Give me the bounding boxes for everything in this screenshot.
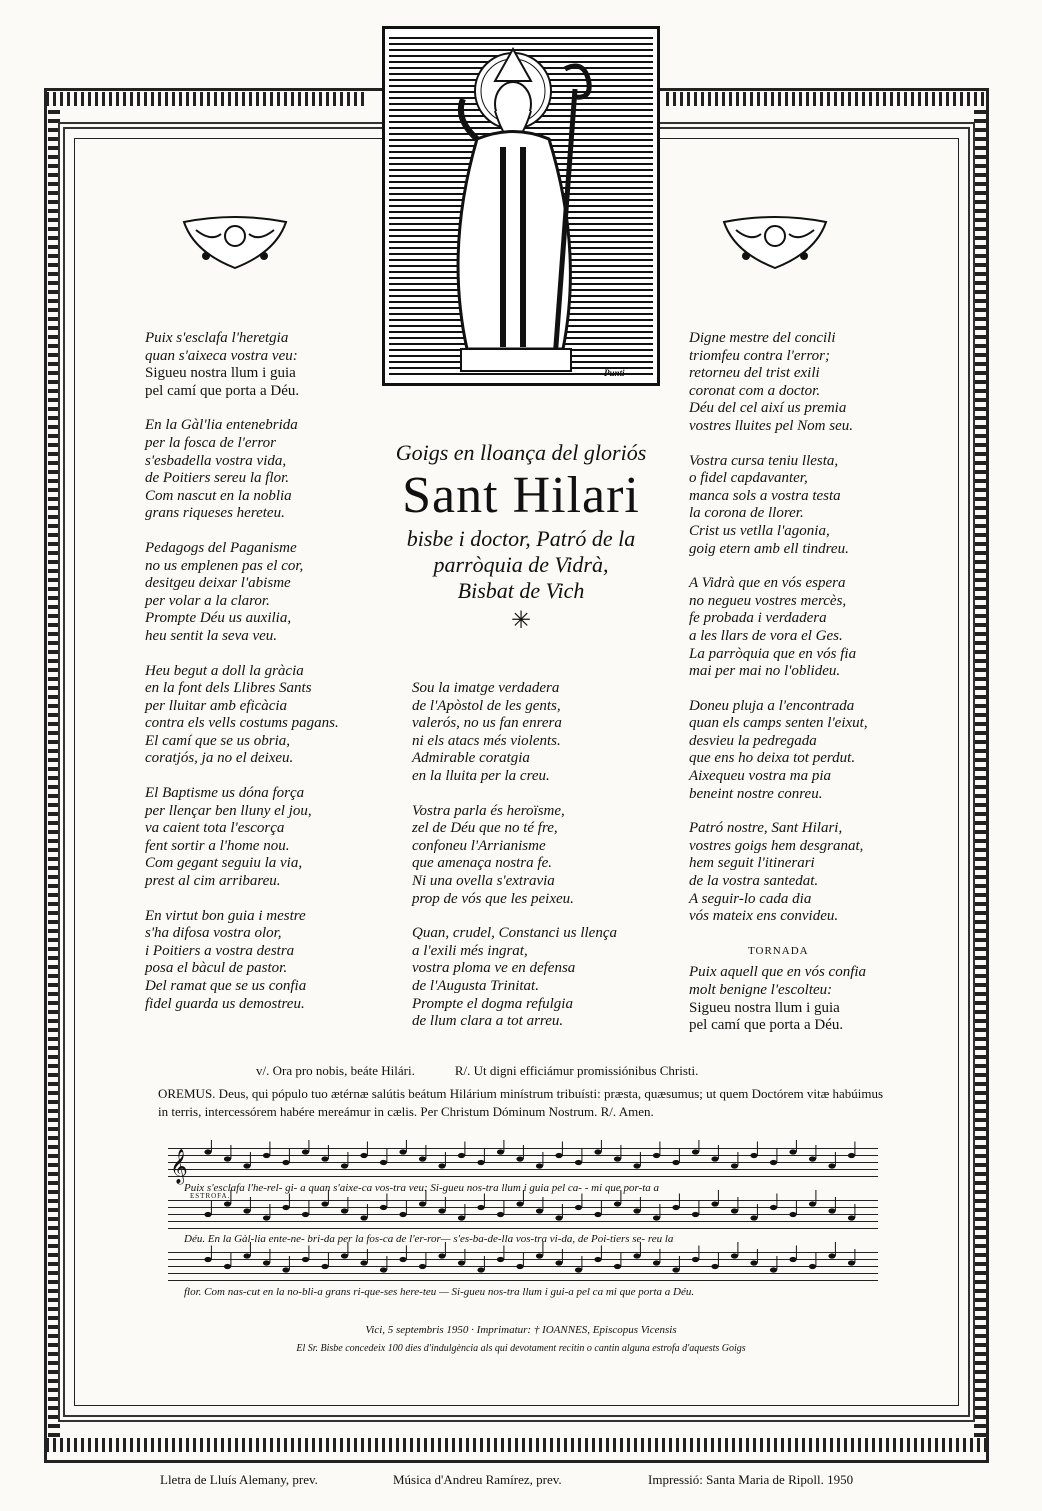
verse-line: en la font dels Llibres Sants [145, 680, 312, 697]
verse-line: Admirable coratgia [412, 750, 530, 767]
stanza [145, 417, 339, 523]
verse-line: Puix aquell que en vós confia [689, 964, 867, 981]
title-block [380, 440, 662, 635]
verse-line: Prompte Déu us auxilia, [145, 610, 292, 627]
note-head [750, 1215, 757, 1220]
verse-line: Pedagogs del Paganisme [145, 539, 297, 556]
note-head [711, 1156, 718, 1161]
imprimatur-text: Vici, 5 septembris 1950 · Imprimatur: † IOANNES, Episcopus Vicensis [365, 1324, 677, 1336]
note-head [360, 1153, 367, 1158]
verse-line: Sigueu nostra llum i guia [689, 999, 840, 1016]
note-head [575, 1160, 582, 1165]
stanza [412, 925, 617, 1031]
verse-line: pel camí que porta a Déu. [689, 1017, 844, 1034]
verse-line: retorneu del trist exili [689, 365, 820, 382]
note-head [438, 1208, 445, 1213]
note-head [555, 1260, 562, 1265]
note-head [750, 1153, 757, 1158]
decorative-band-top-left [46, 92, 364, 106]
verse-line: Vostra cursa teniu llesta, [689, 452, 839, 469]
verse-line: la corona de llorer. [689, 505, 804, 522]
note-head [224, 1156, 231, 1161]
note-head [438, 1163, 445, 1168]
note-head [516, 1201, 523, 1206]
note-head [536, 1163, 543, 1168]
verse-line: coronat com a doctor. [689, 382, 821, 399]
verse-line: Digne mestre del concili [689, 330, 836, 346]
versicle-r: R/. Ut digni efficiámur promissiónibus Christi. [454, 1063, 699, 1078]
verse-line: En la Gàl'lia entenebrida [145, 417, 298, 434]
note-head [204, 1257, 211, 1262]
note-head [731, 1163, 738, 1168]
note-head [633, 1163, 640, 1168]
verse-line: que ens ho deixa tot perdut. [689, 750, 856, 767]
stanza [689, 330, 868, 436]
verse-line: confoneu l'Arrianisme [412, 837, 546, 854]
note-head [302, 1149, 309, 1154]
note-head [594, 1212, 601, 1217]
note-head [575, 1267, 582, 1272]
note-head [477, 1205, 484, 1210]
verse-line: El Baptisme us dóna força [145, 785, 305, 802]
note-head [653, 1153, 660, 1158]
note-head [419, 1201, 426, 1206]
saint-name-title: Sant Hilari [402, 467, 640, 524]
verse-line: heu sentit la seva veu. [145, 627, 278, 644]
verse-line: ni els atacs més violents. [412, 732, 561, 749]
note-head [828, 1163, 835, 1168]
verse-line: per llençar ben lluny el jou, [145, 802, 312, 819]
verse-line: a les llars de vora el Ges. [689, 627, 843, 644]
note-head [321, 1156, 328, 1161]
verse-line: de la vostra santedat. [689, 873, 819, 890]
verse-line: i Poitiers a vostra destra [145, 942, 295, 959]
note-head [341, 1163, 348, 1168]
note-head [380, 1267, 387, 1272]
svg-text:𝄞: 𝄞 [170, 1149, 188, 1184]
verse-line: beneint nostre conreu. [689, 785, 823, 802]
note-head [692, 1257, 699, 1262]
note-head [555, 1215, 562, 1220]
note-head [809, 1264, 816, 1269]
note-head [692, 1212, 699, 1217]
verse-line: La parròquia que en vós fia [689, 645, 857, 662]
verse-line: a l'exili més ingrat, [412, 942, 528, 959]
verse-line: Com gegant seguiu la via, [145, 855, 303, 872]
note-head [399, 1149, 406, 1154]
music-lyric-line: Déu. En la Gàl-lia ente-ne- bri-da per la fos-ca de l'er-ror— s'es-ba-de-lla vos-tra vi-da, de Poi-tiers se- reu la [184, 1233, 674, 1245]
note-head [789, 1257, 796, 1262]
verse-line: Aixequeu vostra ma pia [689, 768, 832, 785]
note-head [672, 1205, 679, 1210]
verse-line: Del ramat que se us confia [145, 978, 307, 994]
verse-line: va caient tota l'escorça [145, 820, 285, 837]
note-head [263, 1215, 270, 1220]
verse-line: s'esbadella vostra vida, [145, 452, 287, 469]
verse-line: per lluitar amb eficàcia [145, 697, 288, 714]
note-head [809, 1201, 816, 1206]
note-head [224, 1264, 231, 1269]
verse-line: no negueu vostres mercès, [689, 592, 847, 609]
verse-line: per la fosca de l'error [145, 434, 276, 451]
note-head [809, 1156, 816, 1161]
verse-line: posa el bàcul de pastor. [145, 960, 288, 977]
verse-line: en la lluita per la creu. [412, 767, 550, 784]
note-head [399, 1212, 406, 1217]
note-head [614, 1264, 621, 1269]
stanza [689, 698, 868, 804]
verse-line: quan s'aixeca vostra veu: [145, 347, 298, 364]
title-intro: Goigs en lloança del gloriós [395, 440, 647, 465]
note-head [770, 1267, 777, 1272]
note-head [633, 1253, 640, 1258]
verse-line: fidel guarda us demostreu. [145, 995, 305, 1012]
note-head [458, 1215, 465, 1220]
verse-line: prop de vós que les peixeu. [412, 890, 574, 907]
artist-signature: Punti [604, 368, 625, 378]
note-head [321, 1264, 328, 1269]
verse-line: coratjós, ja no el deixeu. [145, 750, 294, 767]
stanza [689, 453, 868, 559]
verse-line: de Poitiers sereu la flor. [145, 470, 290, 487]
verse-line: o fidel capdavanter, [689, 470, 808, 487]
stanza [145, 330, 339, 400]
stanza [145, 785, 339, 891]
note-head [380, 1205, 387, 1210]
verse-line: vostra ploma ve en defensa [412, 960, 576, 977]
note-head [438, 1253, 445, 1258]
verse-line: Prompte el dogma refulgia [412, 995, 573, 1012]
verse-line: Crist us vetlla l'agonia, [689, 522, 830, 539]
verse-line: Déu del cel així us premia [689, 400, 847, 417]
stanza [145, 540, 339, 646]
note-head [848, 1215, 855, 1220]
note-head [282, 1160, 289, 1165]
stanza [689, 820, 868, 926]
decorative-band-bottom [46, 1438, 986, 1452]
verse-line: Sigueu nostra llum i guia [145, 365, 296, 382]
ornament-left-icon [176, 212, 294, 274]
note-head [848, 1153, 855, 1158]
note-head [360, 1260, 367, 1265]
title-subtitle-3: Bisbat de Vich [457, 578, 585, 603]
decorative-band-right [974, 110, 986, 1440]
note-head [555, 1153, 562, 1158]
note-head [341, 1208, 348, 1213]
note-head [594, 1149, 601, 1154]
note-head [419, 1156, 426, 1161]
note-head [380, 1160, 387, 1165]
note-head [282, 1267, 289, 1272]
versicle [256, 1063, 698, 1079]
verse-line: contra els vells costums pagans. [145, 715, 339, 732]
note-head [614, 1156, 621, 1161]
verse-line: fent sortir a l'home nou. [145, 837, 290, 854]
title-subtitle-2: parròquia de Vidrà, [433, 552, 609, 577]
stanza [145, 908, 339, 1014]
note-head [243, 1208, 250, 1213]
stanza [412, 803, 617, 909]
stanza [689, 575, 868, 681]
note-head [516, 1156, 523, 1161]
verse-line: fe probada i verdadera [689, 610, 827, 627]
note-head [711, 1201, 718, 1206]
verse-line: Heu begut a doll la gràcia [145, 662, 304, 679]
indulgence-text: El Sr. Bisbe concedeix 100 dies d'indulgència als qui devotament recitin o cantin alguna estrofa d'aquests Goigs [296, 1343, 746, 1354]
print-credit: Impressió: Santa Maria de Ripoll. 1950 [648, 1472, 854, 1487]
note-head [594, 1257, 601, 1262]
verse-line: desitgeu deixar l'abisme [145, 575, 291, 592]
note-head [224, 1201, 231, 1206]
verse-line: s'ha difosa vostra olor, [145, 925, 282, 942]
verse-line: mai per mai no l'oblideu. [689, 663, 841, 680]
verse-line: quan els camps senten l'eixut, [689, 715, 868, 732]
note-head [263, 1260, 270, 1265]
verse-line: Sou la imatge verdadera [412, 680, 560, 696]
verse-line: Vostra parla és heroïsme, [412, 802, 565, 819]
note-head [419, 1264, 426, 1269]
music-lyric-line: flor. Com nas-cut en la no-bli-a grans ri-que-ses here-teu — Si-gueu nos-tra llum i gui-a pel ca mi que porta a Déu. [184, 1286, 695, 1298]
note-head [516, 1264, 523, 1269]
note-head [399, 1257, 406, 1262]
note-head [789, 1149, 796, 1154]
verse-line: de l'Apòstol de les gents, [412, 697, 561, 714]
note-head [633, 1208, 640, 1213]
verse-line: pel camí que porta a Déu. [145, 382, 300, 399]
lyrics-credit: Lletra de Lluís Alemany, prev. [160, 1472, 318, 1487]
verse-line: Ni una ovella s'extravia [412, 872, 555, 889]
note-head [360, 1215, 367, 1220]
note-head [204, 1149, 211, 1154]
note-head [497, 1257, 504, 1262]
verse-line: grans riqueses hereteu. [145, 505, 285, 522]
note-head [575, 1205, 582, 1210]
verse-line: desvieu la pedregada [689, 732, 817, 749]
verse-line: valerós, no us fan enrera [412, 715, 562, 732]
verse-line: A Vidrà que en vós espera [689, 575, 846, 592]
star-ornament-icon: ✳ [510, 608, 532, 634]
verse-line: vostres lluites pel Nom seu. [689, 417, 854, 434]
note-head [731, 1208, 738, 1213]
verse-line: zel de Déu que no té fre, [412, 820, 558, 837]
music-lyric-line: Puix s'esclafa l'he-rel- gi- a quan s'aixe-ca vos-tra veu: Si-gueu nos-tra llum i guia pel ca- - mi que por-ta a [184, 1182, 660, 1194]
note-head [770, 1205, 777, 1210]
decorative-band-top-right [666, 92, 986, 106]
note-head [653, 1215, 660, 1220]
estrofa-label: ESTROFA. [190, 1192, 231, 1200]
note-head [672, 1160, 679, 1165]
note-head [477, 1160, 484, 1165]
verse-line: manca sols a vostra testa [689, 487, 841, 504]
note-head [204, 1212, 211, 1217]
note-head [692, 1149, 699, 1154]
verse-line: vostres goigs hem desgranat, [689, 837, 864, 854]
title-subtitle-1: bisbe i doctor, Patró de la [406, 526, 636, 551]
verse-line: Doneu pluja a l'encontrada [689, 697, 855, 714]
note-head [536, 1208, 543, 1213]
note-head [614, 1201, 621, 1206]
note-head [750, 1260, 757, 1265]
note-head [828, 1253, 835, 1258]
verse-line: Patró nostre, Sant Hilari, [689, 820, 843, 837]
note-head [302, 1212, 309, 1217]
note-head [497, 1149, 504, 1154]
note-head [828, 1208, 835, 1213]
verse-line: prest al cim arribareu. [145, 873, 281, 890]
note-head [282, 1205, 289, 1210]
verse-line: El camí que se us obria, [145, 732, 290, 749]
tornada-heading: TORNADA [748, 944, 809, 957]
note-head [243, 1253, 250, 1258]
note-head [458, 1153, 465, 1158]
verse-line: molt benigne l'escolteu: [689, 982, 833, 998]
note-head [302, 1257, 309, 1262]
verse-line: goig etern amb ell tindreu. [689, 540, 849, 557]
tornada-stanza [689, 964, 868, 1034]
stanza [145, 663, 339, 769]
right-verse-column [689, 330, 868, 1052]
note-head [711, 1264, 718, 1269]
versicle-v: v/. Ora pro nobis, beáte Hilári. [256, 1063, 415, 1078]
note-head [497, 1212, 504, 1217]
verse-line: hem seguit l'itinerari [689, 855, 815, 872]
ornament-right-icon [716, 212, 834, 274]
verse-line: En virtut bon guia i mestre [145, 907, 306, 924]
verse-line: Puix s'esclafa l'heretgia [145, 330, 289, 346]
verse-line: de llum clara a tot arreu. [412, 1013, 564, 1030]
center-verse-column [412, 680, 617, 1048]
oremus-prayer: OREMUS. Deus, qui pópulo tuo ætérnæ salútis beátum Hilárium minístrum tribuísti: præsta, quæsumus; ut quem Doctórem vitæ habúimus in terris, intercessórem habére mereámur in cælis. Per Christum Dóminum Nostrum. R/. Amen. [158, 1086, 884, 1119]
verse-line: no us emplenen pas el cor, [145, 557, 304, 574]
left-verse-column [145, 330, 339, 1030]
note-head [653, 1260, 660, 1265]
note-head [672, 1267, 679, 1272]
verse-line: de l'Augusta Trinitat. [412, 977, 539, 994]
note-head [536, 1253, 543, 1258]
verse-line: A seguir-lo cada dia [689, 890, 812, 907]
note-head [731, 1253, 738, 1258]
verse-line: vós mateix ens convideu. [689, 908, 839, 925]
note-head [789, 1212, 796, 1217]
note-head [263, 1153, 270, 1158]
note-head [243, 1163, 250, 1168]
note-head [770, 1160, 777, 1165]
music-notes [168, 1140, 878, 1290]
saint-woodcut-image [382, 26, 660, 386]
verse-line: Quan, crudel, Constanci us llença [412, 925, 617, 942]
note-head [848, 1260, 855, 1265]
verse-line: Com nascut en la noblia [145, 487, 292, 504]
note-head [321, 1201, 328, 1206]
verse-line: per volar a la claror. [145, 592, 270, 609]
stanza [412, 680, 617, 786]
music-credit: Música d'Andreu Ramírez, prev. [393, 1472, 562, 1487]
note-head [458, 1260, 465, 1265]
verse-line: que amenaça nostra fe. [412, 855, 552, 872]
verse-line: triomfeu contra l'error; [689, 347, 830, 364]
note-head [341, 1253, 348, 1258]
note-head [477, 1267, 484, 1272]
